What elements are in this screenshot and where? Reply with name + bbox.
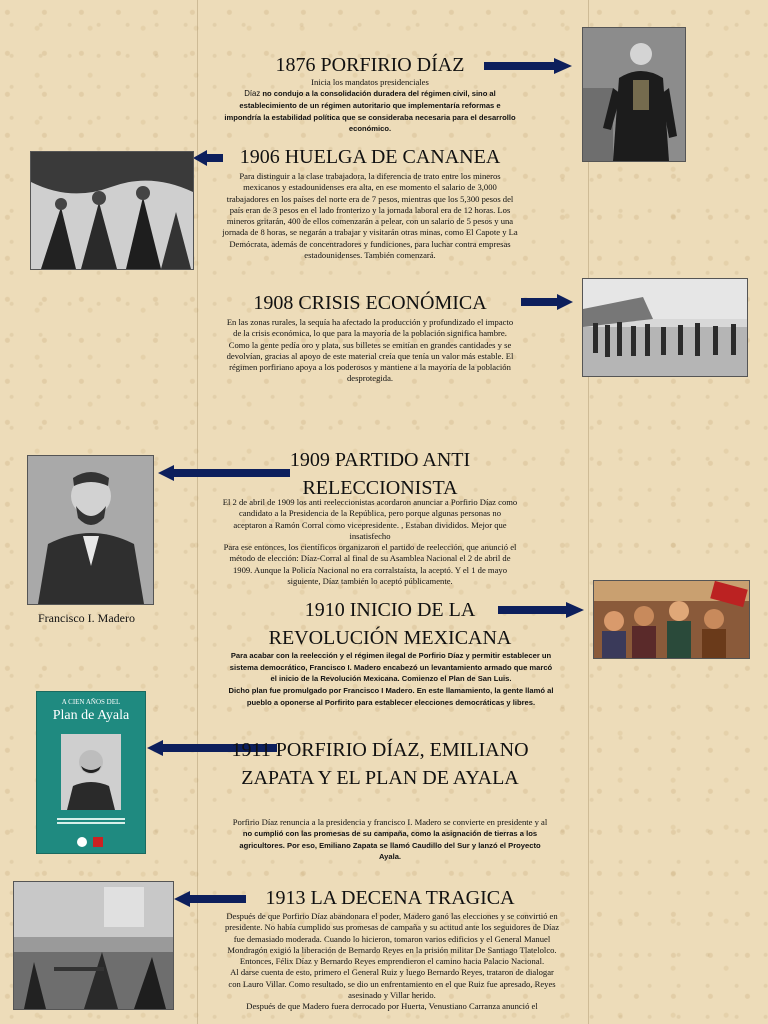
event-1908-text: En las zonas rurales, la sequía ha afectado la producción y profundizado el impacto de la crisis económica, lo que para la mayoría de la población significa hambre. Como la gente pedía oro y plata, sus billetes se emitían en grandes cantidades y se devolvían, gracias al apoyo de este material creía que tenía un valor más estable. El régimen porfiriano apoya a los poderosos y mantiene a la mayoría de la población desprotegida.	[226, 317, 514, 384]
event-1909-body: El 2 de abril de 1909 los anti reeleccionistas acordaron anunciar a Porfirio Díaz como candidato a la Presidencia de la República, pero porque algunas personas no aceptaron a Ramón Corral como vicepresidente. , Estaban divididos. Mejor que insatisfecho	[222, 497, 518, 541]
event-1906-title: 1906 HUELGA DE CANANEA	[239, 146, 501, 168]
book-top-text: A CIEN AÑOS DEL	[61, 698, 121, 706]
arrow-right-icon	[521, 294, 573, 310]
portrait-figure-icon	[583, 28, 685, 161]
event-1876-text	[222, 77, 518, 135]
event-1910-body: Para acabar con la reelección y el régimen ilegal de Porfirio Díaz y permitir establecer un sistema democrático, Francisco I. Madero encabezó un levantamiento armado que marcó el inicio de la Revolución Mexicana. Comienzo el Plan de San Luis.	[229, 651, 553, 684]
event-1911-bold: no cumplió con las promesas de su campaña, como la asignación de tierras a los agricultores. Por eso, Emiliano Zapata se llamó Caudillo del Sur y lanzó el Proyecto Ayala.	[239, 829, 541, 861]
arrow-right-icon	[498, 602, 584, 618]
event-1876-bold: no condujo a la consolidación duradera del régimen civil, sino al establecimiento de un régimen autoritario que implementaría reformas e impondría la estabilidad política que se consideraba necesaria para el desarrollo económico.	[224, 89, 516, 134]
event-1876-title: 1876 PORFIRIO DÍAZ	[275, 54, 465, 76]
mural-scene-icon	[594, 581, 749, 658]
event-1913-text	[224, 911, 560, 1013]
event-1910-text	[228, 650, 554, 709]
event-1909-text	[222, 497, 518, 587]
event-1913-body3: Después de que Madero fuera derrocado por Huerta, Venustiano Carranza anunció el	[246, 1001, 538, 1012]
portrait-figure-icon	[28, 456, 153, 604]
book-title-text: Plan de Ayala	[52, 708, 130, 723]
francisco-madero-photo	[27, 455, 154, 605]
crowd-scene-icon	[583, 279, 747, 376]
event-1908-title: 1908 CRISIS ECONÓMICA	[253, 292, 487, 314]
event-1876-lead: Díaz	[244, 89, 263, 99]
event-1910-body2: Dicho plan fue promulgado por Francisco I Madero. En este llamamiento, la gente llamó al pueblo a oponerse al Porfirito para establecer elecciones democráticas y libres.	[228, 686, 554, 707]
engraving-scene-icon	[31, 152, 193, 269]
madero-caption: Francisco I. Madero	[38, 611, 135, 625]
arrow-left-icon	[193, 150, 223, 166]
decena-tragica-photo	[13, 881, 174, 1010]
event-1913-body2: Al darse cuenta de esto, primero el General Ruiz y luego Bernardo Reyes, trataron de dialogar con Lauro Villar. Como resultado, se dio un enfrentamiento en el que Ruiz fue apresado, Reyes asesinado y Villar herido.	[228, 967, 556, 1001]
crisis-crowd-photo	[582, 278, 748, 377]
event-1913-title: 1913 LA DECENA TRAGICA	[265, 887, 515, 909]
book-logo2-icon	[93, 837, 103, 847]
event-1911-text	[232, 817, 548, 862]
event-1909-title: 1909 PARTIDO ANTI RELECCIONISTA	[289, 449, 471, 499]
book-logo-icon	[77, 837, 87, 847]
porfirio-diaz-photo	[582, 27, 686, 162]
book-author-lines	[57, 816, 125, 826]
event-1910-title: 1910 INICIO DE LA REVOLUCIÓN MEXICANA	[268, 599, 512, 649]
event-1876-subtitle: Inicia los mandatos presidenciales	[311, 77, 429, 87]
battle-scene-icon	[14, 882, 173, 1009]
revolution-mural	[593, 580, 750, 659]
event-1909-body2: Para ese entonces, los científicos organizaron el partido de reelección, que anunció el método de elección: Díaz-Corral al final de su Asamblea Nacional el 2 de abril de 1909. Aunque la Policía Nacional no era corralstaísta, la aceptó. Y el 1 de mayo siguiente, Díaz también lo aceptó públicamente.	[223, 542, 517, 587]
arrow-left-icon	[174, 891, 246, 907]
arrow-left-icon	[158, 465, 290, 481]
event-1913-body: Después de que Porfirio Díaz abandonara el poder, Madero ganó las elecciones y se convirtió en presidente. No había cumplido sus promesas de campaña y su actitud ante los seguidores de Díaz fue demasiado moderada. Cuando lo hicieron, tomaron varios edificios y el General Manuel Mondragón exigió la liberación de Bernardo Reyes en la prisión militar De Santiago Tlatelolco. Entonces, Félix Díaz y Bernardo Reyes emprendieron el camino hacia Palacio Nacional.	[224, 911, 560, 967]
event-1911-lead: Porfirio Díaz renuncia a la presidencia y francisco I. Madero se convierte en presidente y al	[232, 817, 548, 827]
cananea-engraving	[30, 151, 194, 270]
zapata-portrait-icon	[61, 734, 121, 810]
arrow-right-icon	[484, 58, 572, 74]
event-1906-text: Para distinguir a la clase trabajadora, la diferencia de trato entre los mineros mexicanos y estadounidenses era alta, en ese momento el salario de 3,000 trabajadores en los países del norte era de 7 pesos, mientras que los 5,300 pesos del país eran de 3 pesos en el lado fronterizo y la jornada laboral era de 12 horas. Los mineros gritarán, 400 de ellos comenzarán a pelear, con un salario de 5 pesos y una jornada de 8 horas, se negarán a trabajar y visitarán otras minas, como El Capote y La Demócrata, además de concentradores y fundiciones, para luchar contra empresas estadounidenses. También comenzará.	[222, 171, 518, 261]
event-1911-title: 1911 PORFIRIO DÍAZ, EMILIANO ZAPATA Y EL PLAN DE AYALA	[231, 739, 529, 789]
plan-de-ayala-book-cover	[36, 691, 146, 854]
